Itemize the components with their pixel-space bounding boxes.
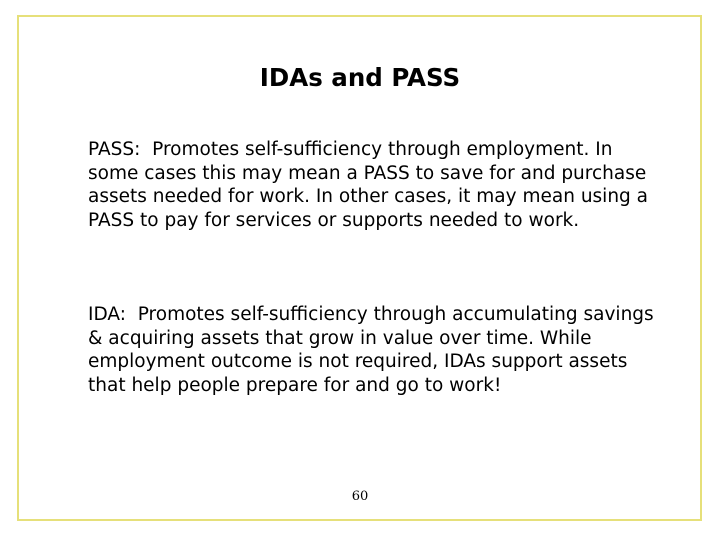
pass-description: Promotes self-sufficiency through employment. In some cases this may mean a PASS to save for and purchase assets needed for work. In other cases, it may mean using a PASS to pay for services or supports needed to work.	[88, 139, 649, 231]
pass-term: PASS:	[88, 139, 141, 160]
ida-term: IDA:	[88, 304, 126, 325]
slide-title-text: IDAs and PASS	[259, 63, 461, 92]
ida-description: Promotes self-sufficiency through accumulating savings & acquiring assets that grow in value over time. While employment outcome is not required, IDAs support assets that help people prepare for and go to work!	[88, 304, 654, 396]
ida-paragraph	[88, 303, 663, 397]
slide-title	[0, 63, 720, 92]
pass-paragraph	[88, 138, 663, 232]
page-number: 60	[351, 489, 369, 504]
